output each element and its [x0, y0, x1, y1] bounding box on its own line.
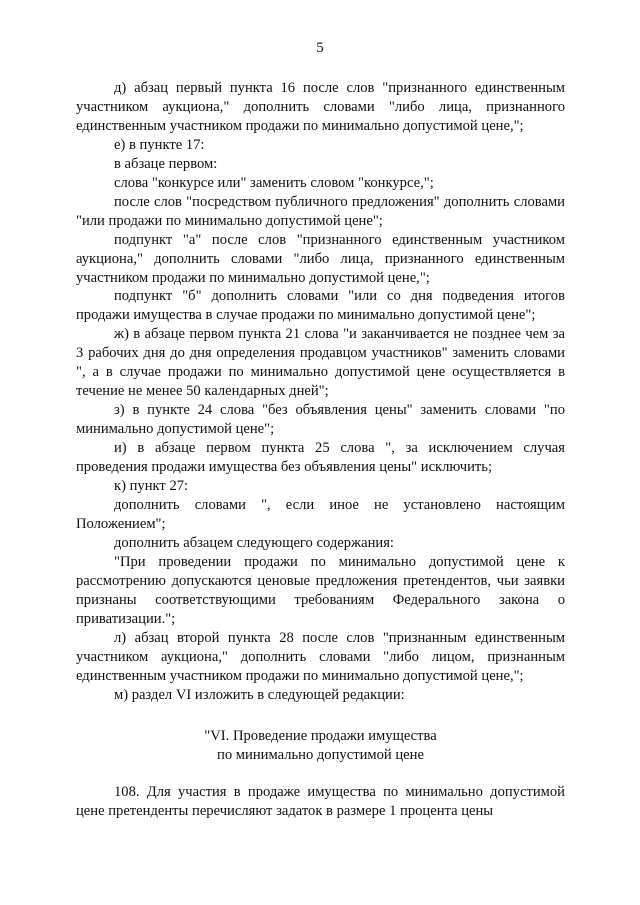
- paragraph-k-add-words: дополнить словами ", если иное не установлено настоящим Положением";: [76, 496, 565, 532]
- paragraph-e: е) в пункте 17:: [114, 136, 205, 153]
- paragraph-zh: ж) в абзаце первом пункта 21 слова "и заканчивается не позднее чем за 3 рабочих дня до дня определения продавцом участников" заменить словами ", а в случае продажи по минимально допустимой цене осуществляется в течение не менее 50 календарных дней";: [76, 326, 565, 400]
- paragraph-108: 108. Для участия в продаже имущества по минимально допустимой цене претенденты перечисляют задаток в размере 1 процента цены: [76, 784, 565, 820]
- section-heading: [76, 727, 565, 764]
- section-heading-line1: "VI. Проведение продажи имущества: [204, 728, 437, 745]
- paragraph-k-add-abzac: дополнить абзацем следующего содержания:: [114, 534, 394, 551]
- document-body: [76, 79, 565, 821]
- paragraph-k-quote: "При проведении продажи по минимально допустимой цене к рассмотрению допускаются ценовые предложения претендентов, чьи заявки признаны соответствующими требованиям Федерального закона о приватизации.";: [76, 553, 565, 627]
- paragraph-m: м) раздел VI изложить в следующей редакции:: [114, 686, 405, 703]
- paragraph-i: и) в абзаце первом пункта 25 слова ", за исключением случая проведения продажи имущества без объявления цены" исключить;: [76, 440, 565, 476]
- paragraph-e-first-abzac: в абзаце первом:: [114, 155, 218, 172]
- paragraph-z: з) в пункте 24 слова "без объявления цены" заменить словами "по минимально допустимой цене";: [76, 402, 565, 438]
- paragraph-e-subpoint-b: подпункт "б" дополнить словами "или со дня подведения итогов продажи имущества в случае продажи по минимально допустимой цене";: [76, 288, 565, 324]
- paragraph-e-replace-words: слова "конкурсе или" заменить словом "конкурсе,";: [114, 174, 434, 191]
- section-heading-line2: по минимально допустимой цене: [217, 746, 424, 763]
- paragraph-e-add-words: после слов "посредством публичного предложения" дополнить словами "или продажи по минимально допустимой цене";: [76, 193, 565, 229]
- page-number: 5: [316, 40, 324, 56]
- paragraph-e-subpoint-a: подпункт "а" после слов "признанного единственным участником аукциона," дополнить словами "либо лица, признанного единственным участником продажи по минимально допустимой цене,";: [76, 231, 565, 286]
- paragraph-k: к) пункт 27:: [114, 478, 189, 495]
- paragraph-d: д) абзац первый пункта 16 после слов "признанного единственным участником аукциона," дополнить словами "либо лица, признанного единственным участником продажи по минимально допустимой цене,";: [76, 80, 565, 134]
- paragraph-l: л) абзац второй пункта 28 после слов "признанным единственным участником аукциона," дополнить словами "либо лицом, признанным единственным участником продажи по минимально допустимой цене,";: [76, 629, 565, 684]
